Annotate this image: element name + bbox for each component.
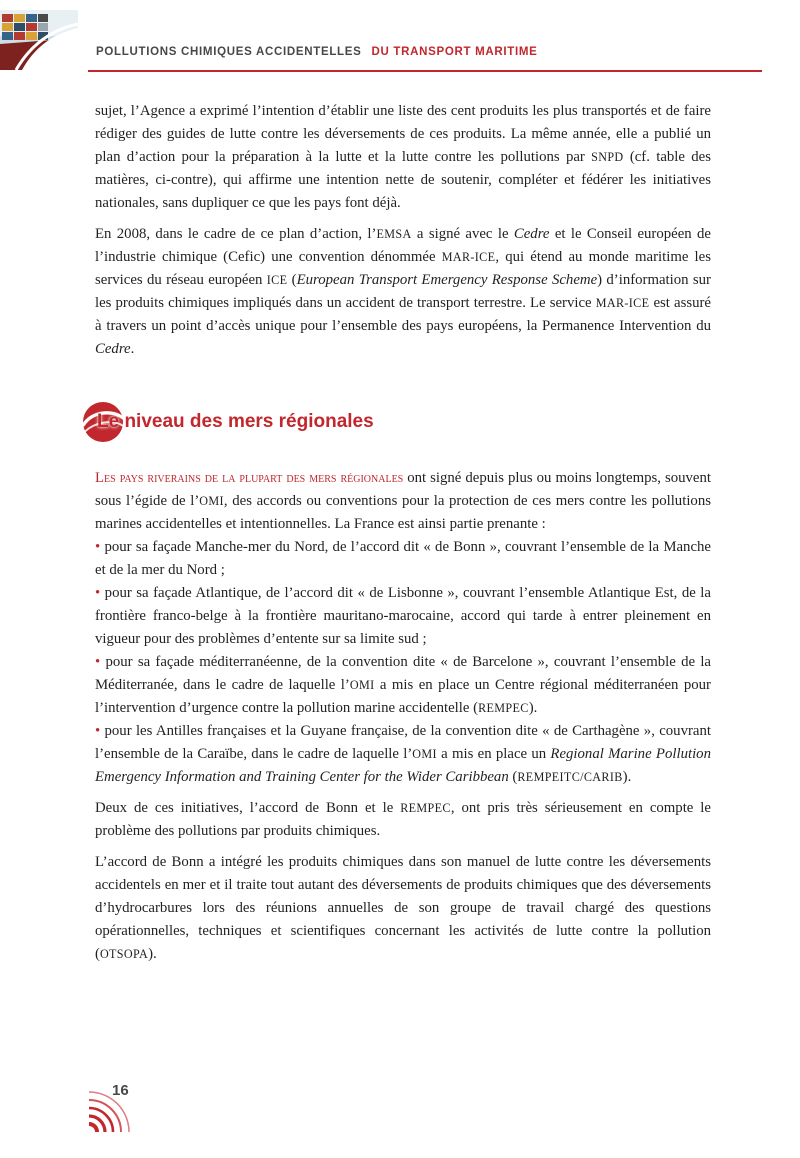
- text-run-sc: REMPEITC/CARIB: [517, 770, 623, 784]
- section-heading: [95, 401, 711, 443]
- text-run-sc: MAR-ICE: [595, 296, 650, 310]
- text-run: ).: [148, 946, 157, 962]
- bullet-icon: •: [95, 585, 105, 601]
- text-run-sc: REMPEC: [400, 801, 451, 815]
- paragraph-intro: [95, 100, 711, 215]
- text-run: ont signé depuis plus ou moins longtemps, souvent sous l’égide de l’: [95, 470, 711, 509]
- text-run: , qui étend au monde maritime les services du réseau européen: [95, 249, 711, 288]
- text-run-sc: OTSOPA: [99, 947, 149, 961]
- text-run: pour sa façade Atlantique, de l’accord dit « de Lisbonne », couvrant l’ensemble Atlantique Est, de la frontière franco-belge à la frontière mauritano-marocaine, accord qui tarde à entrer pleinement en vigueur pour des problèmes d’entente sur sa limite sud ;: [95, 585, 711, 647]
- text-run: ).: [622, 769, 632, 785]
- text-run-sc: REMPEC: [478, 701, 529, 715]
- bullet-list: [95, 536, 711, 789]
- text-run: sujet, l’Agence a exprimé l’intention d’établir une liste des cent produits les plus transportés et de faire rédiger des guides de lutte contre les déversements de ces produits. La même année, elle a publié un plan d’action pour la préparation à la lutte et la lutte contre les pollutions par: [95, 103, 711, 165]
- containers: [2, 14, 48, 40]
- document-title-main: POLLUTIONS CHIMIQUES ACCIDENTELLES: [96, 46, 362, 58]
- text-run-i: Cedre: [513, 226, 550, 242]
- text-run: ).: [528, 700, 538, 716]
- text-run-sc: OMI: [199, 494, 224, 508]
- text-run-i: Cedre: [95, 341, 131, 357]
- text-run-redsc: Les pays riverains de la plupart des mers régionales: [95, 470, 404, 486]
- text-run-sc: EMSA: [376, 227, 412, 241]
- paragraph-bonn-agreement: [95, 851, 711, 966]
- text-run: (cf. table des matières, ci-contre), qui affirme une intention nette de soutenir, compléter et fédérer les initiatives nationales, sans dupliquer ce que les pays font déjà.: [95, 149, 711, 211]
- text-run: L’accord de Bonn a intégré les produits chimiques dans son manuel de lutte contre les déversements accidentels en mer et il traite tout autant des déversements de produits chimiques que des déversements d’hydrocarbures lors des réunions annuelles de son groupe de travail chargé des questions opérationnelles, techniques et scientifiques concernant les activités de lutte contre la pollution (: [95, 854, 711, 962]
- text-run: pour sa façade méditerranéenne, de la convention dite « de Barcelone », couvrant l’ensemble de la Méditerranée, dans le cadre de laquelle l’: [95, 654, 711, 693]
- text-run: , des accords ou conventions pour la protection de ces mers contre les pollutions marines accidentelles et intentionnelles. La France est ainsi partie prenante :: [95, 493, 711, 532]
- bullet-item: [95, 582, 711, 651]
- document-title-accent: DU TRANSPORT MARITIME: [371, 46, 538, 58]
- text-run-i: Regional Marine Pollution Emergency Information and Training Center for the Wider Caribbean: [95, 746, 711, 785]
- bullet-icon: •: [95, 539, 105, 555]
- page-number: 16: [112, 1082, 129, 1099]
- text-run: est assuré à travers un point d’accès unique pour l’ensemble des pays européens, la Permanence Intervention du: [95, 295, 711, 334]
- text-run: a signé avec le: [411, 226, 514, 242]
- text-run: pour sa façade Manche-mer du Nord, de l’accord dit « de Bonn », couvrant l’ensemble de la Manche et de la mer du Nord ;: [95, 539, 711, 578]
- text-run: ) d’information sur les produits chimiques impliqués dans un accident de transport terrestre. Le service: [95, 272, 711, 311]
- text-run: a mis en place un Centre régional méditerranéen pour l’intervention d’urgence contre la pollution marine accidentelle (: [95, 677, 711, 716]
- text-run: (: [508, 769, 518, 785]
- paragraph-emsa-marice: [95, 223, 711, 361]
- text-run-i: European Transport Emergency Response Scheme: [296, 272, 598, 288]
- bullet-item: [95, 536, 711, 582]
- text-run: et le Conseil européen de l’industrie chimique (Cefic) une convention dénommée: [95, 226, 711, 265]
- section-title: Le niveau des mers régionales: [97, 411, 374, 432]
- bullet-icon: •: [95, 654, 106, 670]
- text-run-sc: SNPD: [591, 150, 624, 164]
- document-title: [96, 46, 538, 58]
- text-run: , ont pris très sérieusement en compte le problème des pollutions par produits chimiques.: [95, 800, 711, 839]
- bullet-item: [95, 651, 711, 720]
- page-footer: [86, 1072, 166, 1136]
- page-content: [95, 100, 711, 974]
- text-run: .: [130, 341, 135, 357]
- text-run: (: [287, 272, 297, 288]
- text-run: En 2008, dans le cadre de ce plan d’action, l’: [95, 226, 377, 242]
- text-run-sc: ICE: [266, 273, 288, 287]
- text-run-sc: MAR-ICE: [441, 250, 496, 264]
- text-run: Deux de ces initiatives, l’accord de Bonn et le: [95, 800, 401, 816]
- text-run: a mis en place un: [436, 746, 551, 762]
- text-run-sc: OMI: [412, 747, 437, 761]
- text-run-sc: OMI: [349, 678, 375, 692]
- container-ship-illustration: [0, 10, 78, 70]
- text-run: pour les Antilles françaises et la Guyane française, de la convention dite « de Carthagène », couvrant l’ensemble de la Caraïbe, dans le cadre de laquelle l’: [95, 723, 711, 762]
- bullet-icon: •: [95, 723, 105, 739]
- container-ship-photo: [0, 10, 78, 70]
- bullet-item: [95, 720, 711, 789]
- header-rule: [88, 70, 762, 72]
- paragraph-initiatives: [95, 797, 711, 843]
- paragraph-regional-seas: [95, 467, 711, 536]
